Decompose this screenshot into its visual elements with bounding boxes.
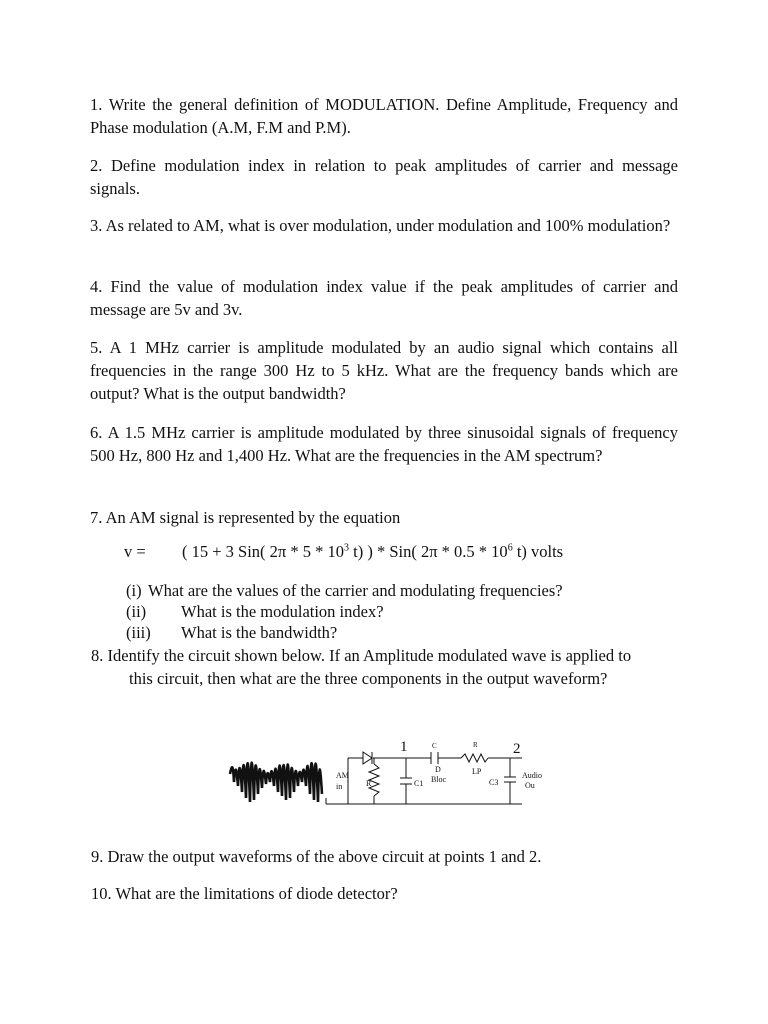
subquestion-1-number: (i) [126,581,142,600]
subquestion-2-number: (ii) [126,602,147,621]
subquestion-2-text: What is the modulation index? [181,602,384,621]
capacitor-c1-label: C1 [414,779,424,788]
equation-part-1: ( 15 + 3 Sin( 2π * 5 * 10 [182,542,345,561]
bloc-label: Bloc [431,775,447,784]
resistor-r-label: R [366,779,372,788]
subquestion-3-text: What is the bandwidth? [181,623,338,642]
question-7: 7. An AM signal is represented by the equation [90,508,401,527]
am-waveform [230,763,322,802]
question-1: 1. Write the general definition of MODULATION. Define Amplitude, Frequency and Phase modulation (A.M, F.M and P.M). [90,95,678,137]
equation-rhs [182,542,563,562]
capacitor-c3-label: C3 [489,778,499,787]
subquestion-3-number: (iii) [126,623,151,642]
equation-lhs: v = [124,542,146,561]
d-label: D [435,765,441,774]
question-5: 5. A 1 MHz carrier is amplitude modulated by an audio signal which contains all frequencies in the range 300 Hz to 5 kHz. What are the frequency bands which are output? What is the output bandwidth? [90,338,678,403]
subquestion-1-text: What are the values of the carrier and modulating frequencies? [148,581,563,600]
lp-label: LP [472,767,482,776]
equation-part-2: t) ) * Sin( 2π * 0.5 * 10 [349,542,508,561]
diode-symbol [363,752,372,764]
question-6: 6. A 1.5 MHz carrier is amplitude modulated by three sinusoidal signals of frequency 500 Hz, 800 Hz and 1,400 Hz. What are the frequencies in the AM spectrum? [90,423,678,465]
question-10: 10. What are the limitations of diode detector? [91,884,398,903]
point-2-label: 2 [513,741,521,757]
question-2: 2. Define modulation index in relation to peak amplitudes of carrier and message signals. [90,156,678,198]
ou-label: Ou [525,781,535,790]
audio-label: Audio [522,771,542,780]
equation-exponent-2: 6 [507,542,513,554]
capacitor-c-label: C [432,742,437,750]
am-label: AM [336,771,349,780]
in-label: in [336,782,343,791]
diode-detector-circuit [226,734,566,810]
question-9: 9. Draw the output waveforms of the above circuit at points 1 and 2. [91,847,542,866]
equation-part-3: t) volts [512,542,564,561]
point-1-label: 1 [400,739,408,755]
equation-exponent-1: 3 [344,542,350,554]
resistor-r-top-label: R [473,741,478,749]
question-3: 3. As related to AM, what is over modulation, under modulation and 100% modulation? [90,216,671,235]
question-8-line-2: this circuit, then what are the three components in the output waveform? [129,669,608,688]
question-4: 4. Find the value of modulation index value if the peak amplitudes of carrier and message are 5v and 3v. [90,277,678,319]
question-8-line-1: 8. Identify the circuit shown below. If an Amplitude modulated wave is applied to [91,646,632,665]
